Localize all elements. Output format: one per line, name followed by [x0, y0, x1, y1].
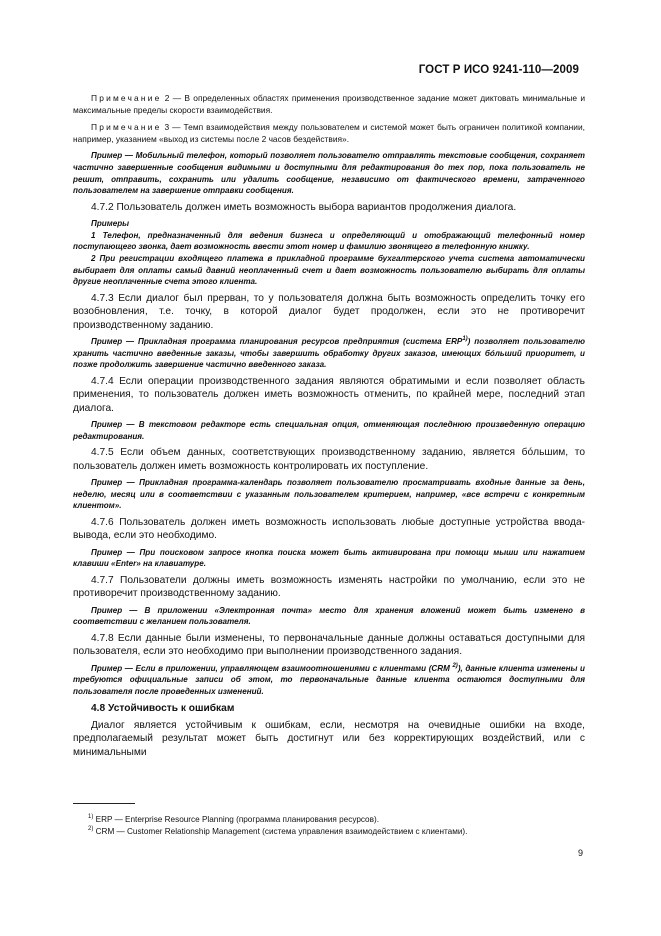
footnotes	[88, 814, 588, 838]
example-mobile-phone: Пример — Мобильный телефон, который позволяет пользователю отправлять текстовые сообщения, сохраняет частично завершенные сообщения видимыми и доступными для редактирования до тех пор, пока пользователь не решит, отправить, сохранить или удалить сообщение, независимо от фактического времени, затраченного пользователем на завершение отправки сообщения.	[73, 151, 585, 196]
paragraph-4-7-5: 4.7.5 Если объем данных, соответствующих производственному заданию, является бóльшим, то пользователь должен иметь возможность контролировать их поступление.	[73, 447, 585, 472]
footnote-ref-2: 2)	[452, 662, 458, 669]
example-crm	[73, 663, 585, 698]
example-item-1: 1 Телефон, предназначенный для ведения бизнеса и определяющий и отображающий телефонный номер поступающего звонка, дает возможность ввести этот номер и фамилию звонящего в телефонную книжку.	[73, 230, 585, 252]
note-label: Примечание	[91, 93, 162, 103]
document-header: ГОСТ Р ИСО 9241-110—2009	[418, 64, 579, 76]
example-erp-text-a: Пример — Прикладная программа планирования ресурсов предприятия (система ERP	[91, 336, 463, 346]
footnote-divider	[73, 803, 135, 804]
note-text: 2 — В определенных областях применения производственное задание может диктовать минимальные и максимальные пределы скорости взаимодействия.	[73, 93, 585, 116]
note-text: 3 — Темп взаимодействия между пользователем и системой может быть ограничен политикой компании, например, указанием «выход из системы после 2 часов бездействия».	[73, 122, 585, 145]
example-text-editor: Пример — В текстовом редакторе есть специальная опция, отменяющая последнюю произведенную операцию редактирования.	[73, 419, 585, 441]
page-content	[73, 92, 585, 759]
example-email: Пример — В приложении «Электронная почта» место для хранения вложений может быть изменено в соответствии с желанием пользователя.	[73, 605, 585, 627]
section-4-8-heading	[73, 702, 585, 715]
paragraph-4-7-2: 4.7.2 Пользователь должен иметь возможность выбора вариантов продолжения диалога.	[91, 201, 517, 213]
note-2	[73, 92, 585, 116]
example-erp	[73, 336, 585, 371]
footnote-mark: 1)	[88, 814, 94, 820]
paragraph-4-7-6: 4.7.6 Пользователь должен иметь возможность использовать любые доступные устройства ввода-вывода, если это необходимо.	[73, 516, 585, 542]
footnote-text: ERP — Enterprise Resource Planning (программа планирования ресурсов).	[93, 815, 379, 824]
note-3	[73, 121, 585, 145]
section-number: 4.8	[91, 703, 106, 715]
examples-title: Примеры	[91, 219, 130, 229]
example-crm-text-a: Пример — Если в приложении, управляющем взаимоотношениями с клиентами (CRM	[91, 663, 453, 673]
footnote-ref-1: 1)	[462, 335, 468, 342]
paragraph-4-7-8: 4.7.8 Если данные были изменены, то первоначальные данные должны оставаться доступными для пользователя, если это необходимо при выполнении производственного задания.	[73, 632, 585, 658]
example-erp-text-b: ) позволяет пользователю хранить частично введенные заказы, чтобы завершить обработку других заказов, имеющих бóльший приоритет, и позже продолжить завершение частично введенного заказа.	[73, 336, 586, 370]
footnote-mark: 2)	[88, 826, 94, 832]
footnote-2	[88, 826, 588, 838]
footnote-text: CRM — Customer Relationship Management (система управления взаимодействием с клиентами).	[93, 827, 468, 836]
example-search: Пример — При поисковом запросе кнопка поиска может быть активирована при помощи мыши или нажатием клавиши «Enter» на клавиатуре.	[73, 547, 585, 569]
paragraph-4-7-3: 4.7.3 Если диалог был прерван, то у пользователя должна быть возможность определить точку его возобновления, т.е. точку, в которой диалог будет продолжен, если это не противоречит производственному заданию.	[73, 292, 585, 331]
example-crm-text-b: ), данные клиента изменены и требуются официальные записи об этом, то первоначальные данные клиента остаются доступными для пользователя после проведенных изменений.	[73, 663, 585, 696]
footnote-1	[88, 814, 588, 826]
note-label: Примечание	[91, 122, 162, 133]
example-item-2: 2 При регистрации входящего платежа в прикладной программе бухгалтерского учета система автоматически выбирает для оплаты самый давний неоплаченный счет и дает возможность пользователю выбирать для оплаты другие неоплаченные счета этого клиента.	[73, 253, 585, 287]
example-calendar: Пример — Прикладная программа-календарь позволяет пользователю просматривать входные данные за день, неделю, месяц или в соответствии с указанным пользователем критерием, например, «все встречи с конкретным клиентом».	[73, 477, 585, 511]
section-title: Устойчивость к ошибкам	[108, 703, 235, 715]
paragraph-4-8: Диалог является устойчивым к ошибкам, если, несмотря на очевидные ошибки на входе, предполагаемый результат может быть достигнут или без корректирующих воздействий, или с минимальными	[73, 719, 585, 758]
paragraph-4-7-4: 4.7.4 Если операции производственного задания являются обратимыми и если позволяет область применения, то пользователь должен иметь возможность отменить, по крайней мере, последний этап диалога.	[73, 375, 585, 414]
page-number: 9	[577, 848, 583, 858]
paragraph-4-7-7: 4.7.7 Пользователи должны иметь возможность изменять настройки по умолчанию, если это не противоречит производственному заданию.	[73, 574, 585, 600]
